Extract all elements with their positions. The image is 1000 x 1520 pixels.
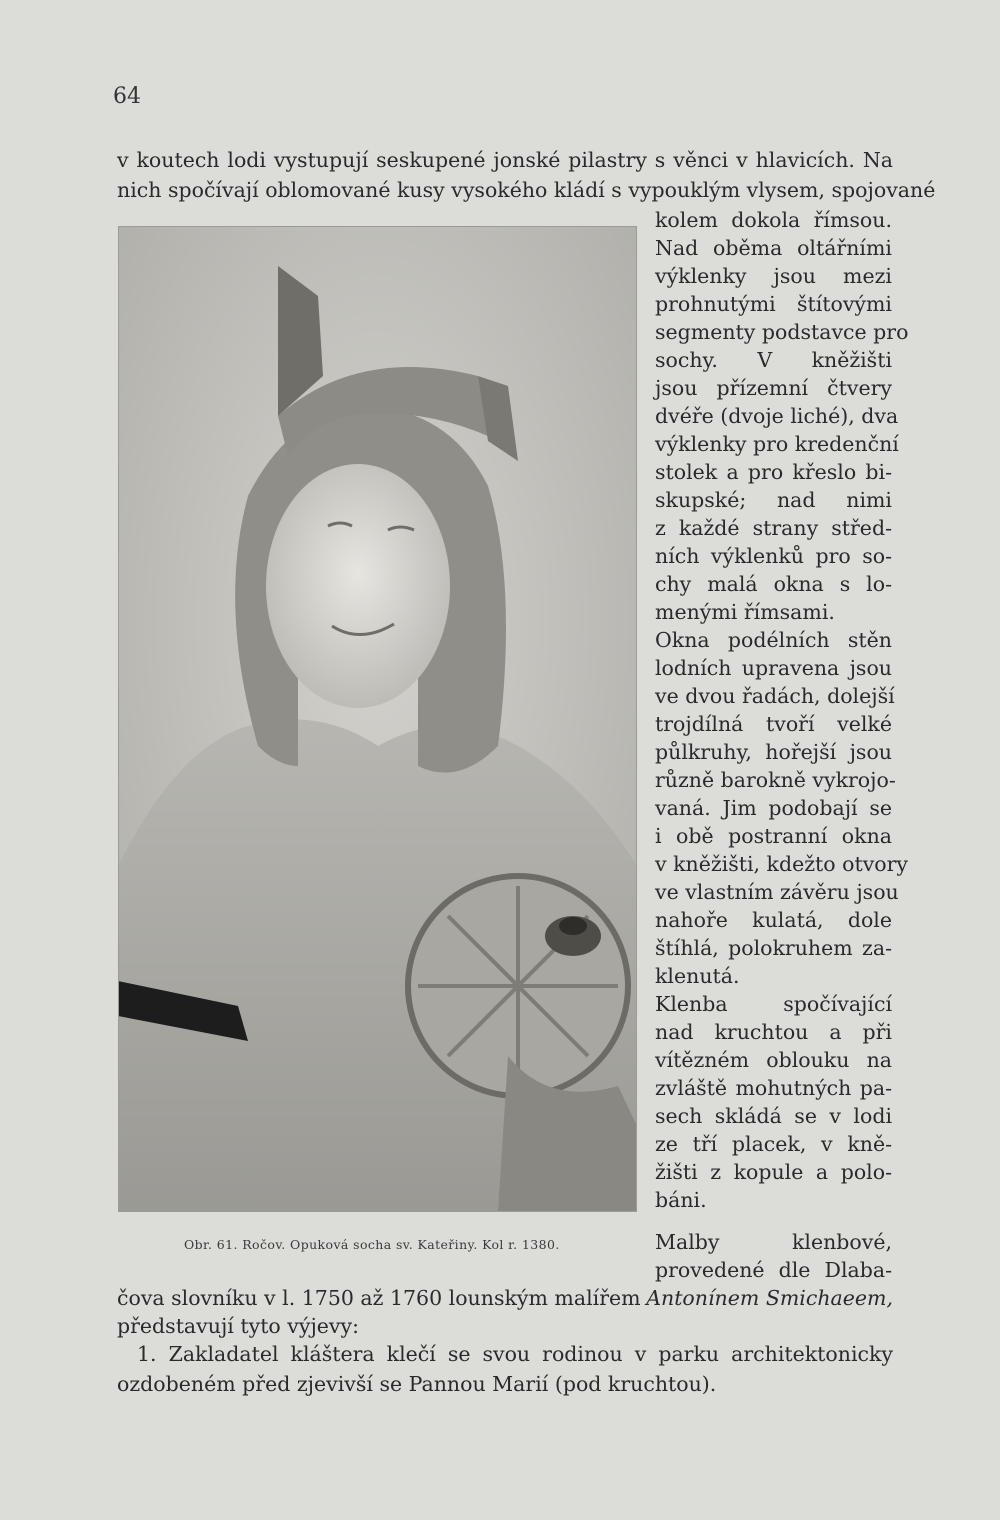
text-line: prohnutými štítovými bbox=[655, 292, 892, 316]
text-line: sochy. V kněžišti bbox=[655, 348, 892, 372]
text-line: Klenba spočívající bbox=[655, 992, 892, 1016]
text-line: skupské; nad nimi bbox=[655, 488, 892, 512]
text-line: ze tří placek, v kně- bbox=[655, 1132, 892, 1156]
text-line: Okna podélních stěn bbox=[655, 628, 892, 652]
text-line: Malby klenbové, bbox=[655, 1230, 892, 1254]
text-line: 1. Zakladatel kláštera klečí se svou rodinou v parku architektonicky bbox=[137, 1342, 893, 1366]
text-line: stolek a pro křeslo bi- bbox=[655, 460, 892, 484]
text-line: štíhlá, polokruhem za- bbox=[655, 936, 892, 960]
text-line: výklenky jsou mezi bbox=[655, 264, 892, 288]
text-line: nahoře kulatá, dole bbox=[655, 908, 892, 932]
figure-caption: Obr. 61. Ročov. Opuková socha sv. Kateřiny. Kol r. 1380. bbox=[184, 1237, 560, 1252]
text-line: vaná. Jim podobají se bbox=[655, 796, 892, 820]
text-line: ních výklenků pro so- bbox=[655, 544, 892, 568]
text-line: výklenky pro kredenční bbox=[655, 432, 899, 456]
text-line: v kněžišti, kdežto otvory bbox=[655, 852, 909, 876]
text-line: nad kruchtou a při bbox=[655, 1020, 892, 1044]
text-line: nich spočívají oblomované kusy vysokého kládí s vypouklým vlysem, spojované bbox=[117, 178, 936, 202]
text-line: v koutech lodi vystupují seskupené jonské pilastry s věnci v hlavicích. Na bbox=[117, 148, 893, 172]
text-line: menými římsami. bbox=[655, 600, 835, 624]
text-line: ve dvou řadách, dolejší bbox=[655, 684, 895, 708]
text-line: jsou přízemní čtvery bbox=[655, 376, 892, 400]
text-line: představují tyto výjevy: bbox=[117, 1314, 360, 1338]
text-line: trojdílná tvoří velké bbox=[655, 712, 892, 736]
text-line: ve vlastním závěru jsou bbox=[655, 880, 899, 904]
text-line: vítězném oblouku na bbox=[655, 1048, 892, 1072]
page-number: 64 bbox=[113, 84, 141, 109]
text-line: dvéře (dvoje liché), dva bbox=[655, 404, 899, 428]
text-line: kolem dokola římsou. bbox=[655, 208, 892, 232]
text-line: zvláště mohutných pa- bbox=[655, 1076, 892, 1100]
statue-photo bbox=[118, 226, 637, 1212]
text-line: provedené dle Dlaba- bbox=[655, 1258, 892, 1282]
text-line: různě barokně vykrojo- bbox=[655, 768, 896, 792]
text-line: sech skládá se v lodi bbox=[655, 1104, 892, 1128]
text-line: Nad oběma oltářními bbox=[655, 236, 892, 260]
text-line: z každé strany střed- bbox=[655, 516, 892, 540]
text-line: chy malá okna s lo- bbox=[655, 572, 892, 596]
text-segment: čova slovníku v l. 1750 až 1760 lounským malířem bbox=[117, 1286, 641, 1310]
text-line: půlkruhy, hořejší jsou bbox=[655, 740, 892, 764]
text-line bbox=[117, 1284, 893, 1312]
painter-name: Antonínem Smichaeem, bbox=[646, 1286, 893, 1310]
text-line: i obě postranní okna bbox=[655, 824, 892, 848]
text-line: žišti z kopule a polo- bbox=[655, 1160, 892, 1184]
text-line: lodních upravena jsou bbox=[655, 656, 892, 680]
text-line: báni. bbox=[655, 1188, 707, 1212]
figure-photo-statue bbox=[118, 226, 637, 1212]
text-line: segmenty podstavce pro bbox=[655, 320, 909, 344]
text-line: klenutá. bbox=[655, 964, 740, 988]
text-line: ozdobeném před zjevivší se Pannou Marií (pod kruchtou). bbox=[117, 1372, 717, 1396]
